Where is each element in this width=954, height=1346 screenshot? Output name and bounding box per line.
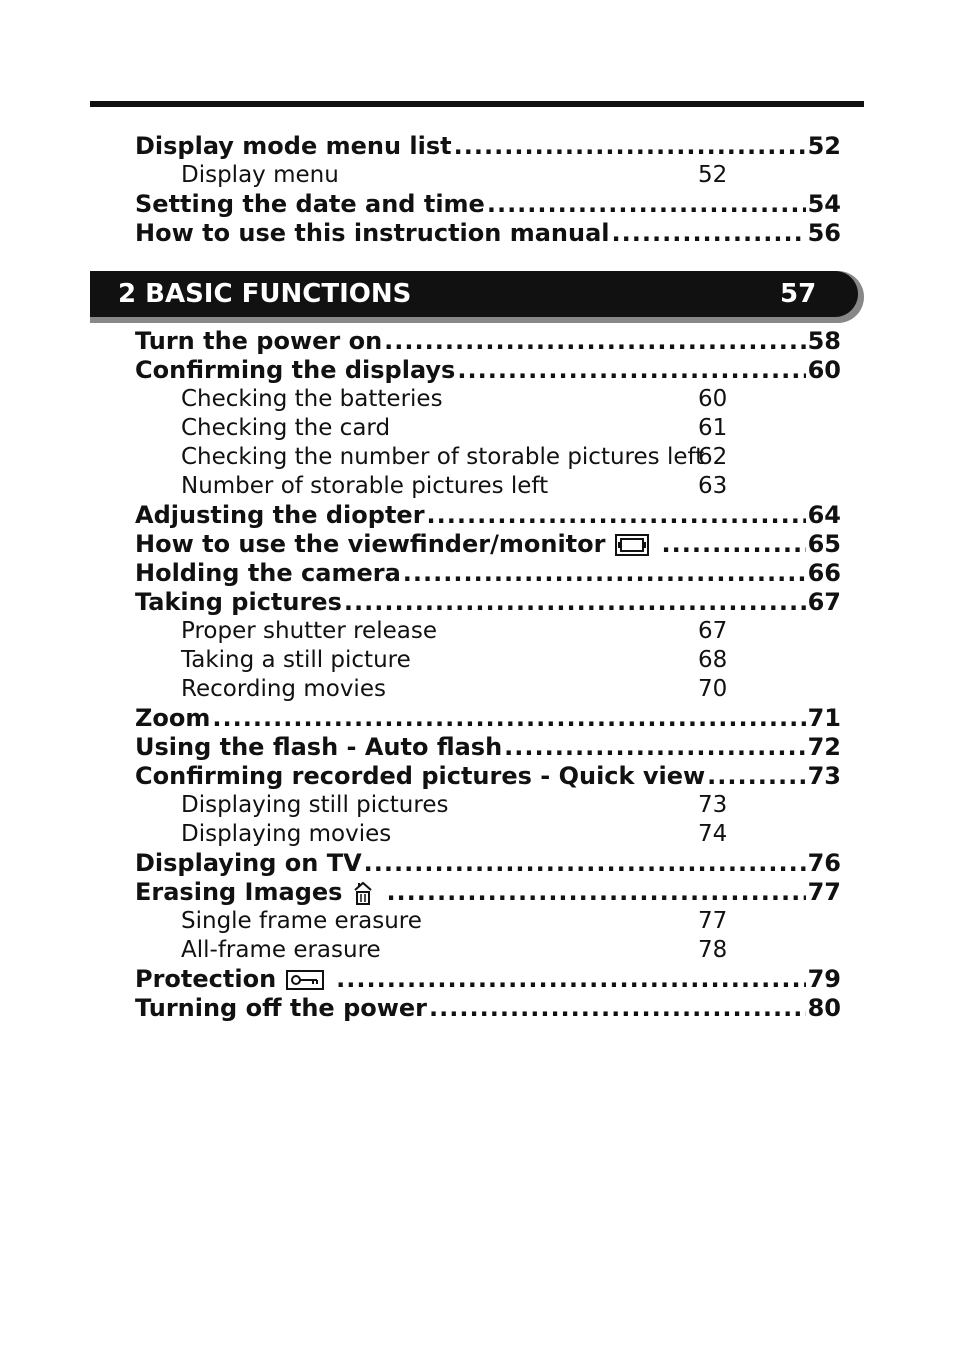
leader-dots <box>454 132 806 161</box>
entry-title: How to use this instruction manual <box>135 219 610 247</box>
toc-entry[interactable] <box>135 588 841 617</box>
entry-title: Proper shutter release <box>181 618 437 644</box>
entry-page: 68 <box>698 647 728 673</box>
entry-page: 78 <box>698 937 728 963</box>
entry-page: 80 <box>807 994 841 1022</box>
toc-entry[interactable] <box>135 733 841 762</box>
toc-subentry[interactable] <box>135 443 841 472</box>
entry-page: 66 <box>807 559 841 587</box>
toc-entry[interactable] <box>135 132 841 161</box>
entry-page: 65 <box>807 530 841 558</box>
entry-title: Taking pictures <box>135 588 342 616</box>
monitor-icon <box>615 534 649 556</box>
leader-dots <box>364 849 806 878</box>
entry-page: 74 <box>698 821 728 847</box>
toc-subentry[interactable] <box>135 936 841 965</box>
leader-dots <box>612 219 806 248</box>
entry-title: Using the flash - Auto flash <box>135 733 503 761</box>
entry-page: 52 <box>807 132 841 160</box>
toc-entry[interactable] <box>135 559 841 588</box>
entry-title: Display mode menu list <box>135 132 452 160</box>
toc-entry[interactable] <box>135 965 841 994</box>
entry-title: Setting the date and time <box>135 190 485 218</box>
toc-entry[interactable] <box>135 190 841 219</box>
entry-page: 77 <box>807 878 841 906</box>
leader-dots <box>384 327 805 356</box>
protect-key-icon <box>286 970 324 990</box>
toc-subentry[interactable] <box>135 675 841 704</box>
entry-title-wrap <box>135 965 324 994</box>
leader-dots <box>429 994 806 1023</box>
entry-title: Single frame erasure <box>181 908 422 934</box>
entry-title: How to use the viewfinder/monitor <box>135 530 606 558</box>
entry-title: Number of storable pictures left <box>181 473 549 499</box>
toc-subentry[interactable] <box>135 791 841 820</box>
leader-dots <box>212 704 805 733</box>
toc-entry[interactable] <box>135 356 841 385</box>
entry-page: 56 <box>807 219 841 247</box>
toc-entry[interactable] <box>135 849 841 878</box>
entry-page: 52 <box>698 162 728 188</box>
section-title: 2 BASIC FUNCTIONS <box>118 279 412 309</box>
entry-title: Protection <box>135 965 277 993</box>
entry-page: 72 <box>807 733 841 761</box>
entry-title: Confirming recorded pictures - Quick view <box>135 762 706 790</box>
toc-list-part2 <box>135 327 841 1023</box>
entry-page: 61 <box>698 415 728 441</box>
entry-title: Turn the power on <box>135 327 383 355</box>
leader-dots <box>427 501 806 530</box>
entry-title: Holding the camera <box>135 559 401 587</box>
entry-page: 64 <box>807 501 841 529</box>
entry-title: Recording movies <box>181 676 386 702</box>
toc-entry[interactable] <box>135 994 841 1023</box>
toc-entry[interactable] <box>135 878 841 907</box>
toc-subentry[interactable] <box>135 617 841 646</box>
leader-dots <box>344 588 806 617</box>
section-header <box>90 271 858 317</box>
entry-title: Zoom <box>135 704 211 732</box>
entry-title: Display menu <box>181 162 339 188</box>
toc-subentry[interactable] <box>135 820 841 849</box>
entry-page: 73 <box>807 762 841 790</box>
entry-page: 77 <box>698 908 728 934</box>
entry-title: Checking the batteries <box>181 386 443 412</box>
toc-entry[interactable] <box>135 762 841 791</box>
entry-page: 58 <box>807 327 841 355</box>
toc-entry[interactable] <box>135 530 841 559</box>
entry-page: 54 <box>807 190 841 218</box>
leader-dots <box>336 965 805 994</box>
entry-title: Displaying still pictures <box>181 792 449 818</box>
leader-dots <box>403 559 806 588</box>
leader-dots <box>707 762 805 791</box>
leader-dots <box>504 733 805 762</box>
entry-title: Checking the number of storable pictures left <box>181 444 705 470</box>
entry-page: 73 <box>698 792 728 818</box>
entry-title: Taking a still picture <box>181 647 411 673</box>
entry-page: 79 <box>807 965 841 993</box>
entry-page: 67 <box>698 618 728 644</box>
toc-entry[interactable] <box>135 501 841 530</box>
toc-subentry[interactable] <box>135 161 841 190</box>
entry-title: Displaying movies <box>181 821 392 847</box>
entry-page: 63 <box>698 473 728 499</box>
toc-entry[interactable] <box>135 704 841 733</box>
toc-subentry[interactable] <box>135 472 841 501</box>
leader-dots <box>457 356 805 385</box>
leader-dots <box>487 190 806 219</box>
entry-page: 76 <box>807 849 841 877</box>
toc-list-part1 <box>135 132 841 248</box>
entry-title: Adjusting the diopter <box>135 501 425 529</box>
entry-page: 70 <box>698 676 728 702</box>
entry-page: 60 <box>807 356 841 384</box>
erase-icon <box>352 880 374 906</box>
entry-title: All-frame erasure <box>181 937 381 963</box>
entry-page: 62 <box>698 444 728 470</box>
entry-page: 60 <box>698 386 728 412</box>
toc-entry[interactable] <box>135 219 841 248</box>
entry-title: Turning off the power <box>135 994 428 1022</box>
entry-title: Displaying on TV <box>135 849 362 877</box>
leader-dots <box>386 878 805 907</box>
entry-title-wrap <box>135 878 374 907</box>
section-page: 57 <box>780 279 817 309</box>
entry-page: 67 <box>807 588 841 616</box>
toc-subentry[interactable] <box>135 385 841 414</box>
entry-title: Confirming the displays <box>135 356 456 384</box>
toc-subentry[interactable] <box>135 414 841 443</box>
entry-page: 71 <box>807 704 841 732</box>
toc-entry[interactable] <box>135 327 841 356</box>
entry-title-wrap <box>135 530 649 559</box>
top-rule <box>90 101 864 107</box>
entry-title: Erasing Images <box>135 878 343 906</box>
section-header-bar <box>90 271 864 323</box>
toc-subentry[interactable] <box>135 646 841 675</box>
toc-subentry[interactable] <box>135 907 841 936</box>
entry-title: Checking the card <box>181 415 391 441</box>
leader-dots <box>661 530 805 559</box>
